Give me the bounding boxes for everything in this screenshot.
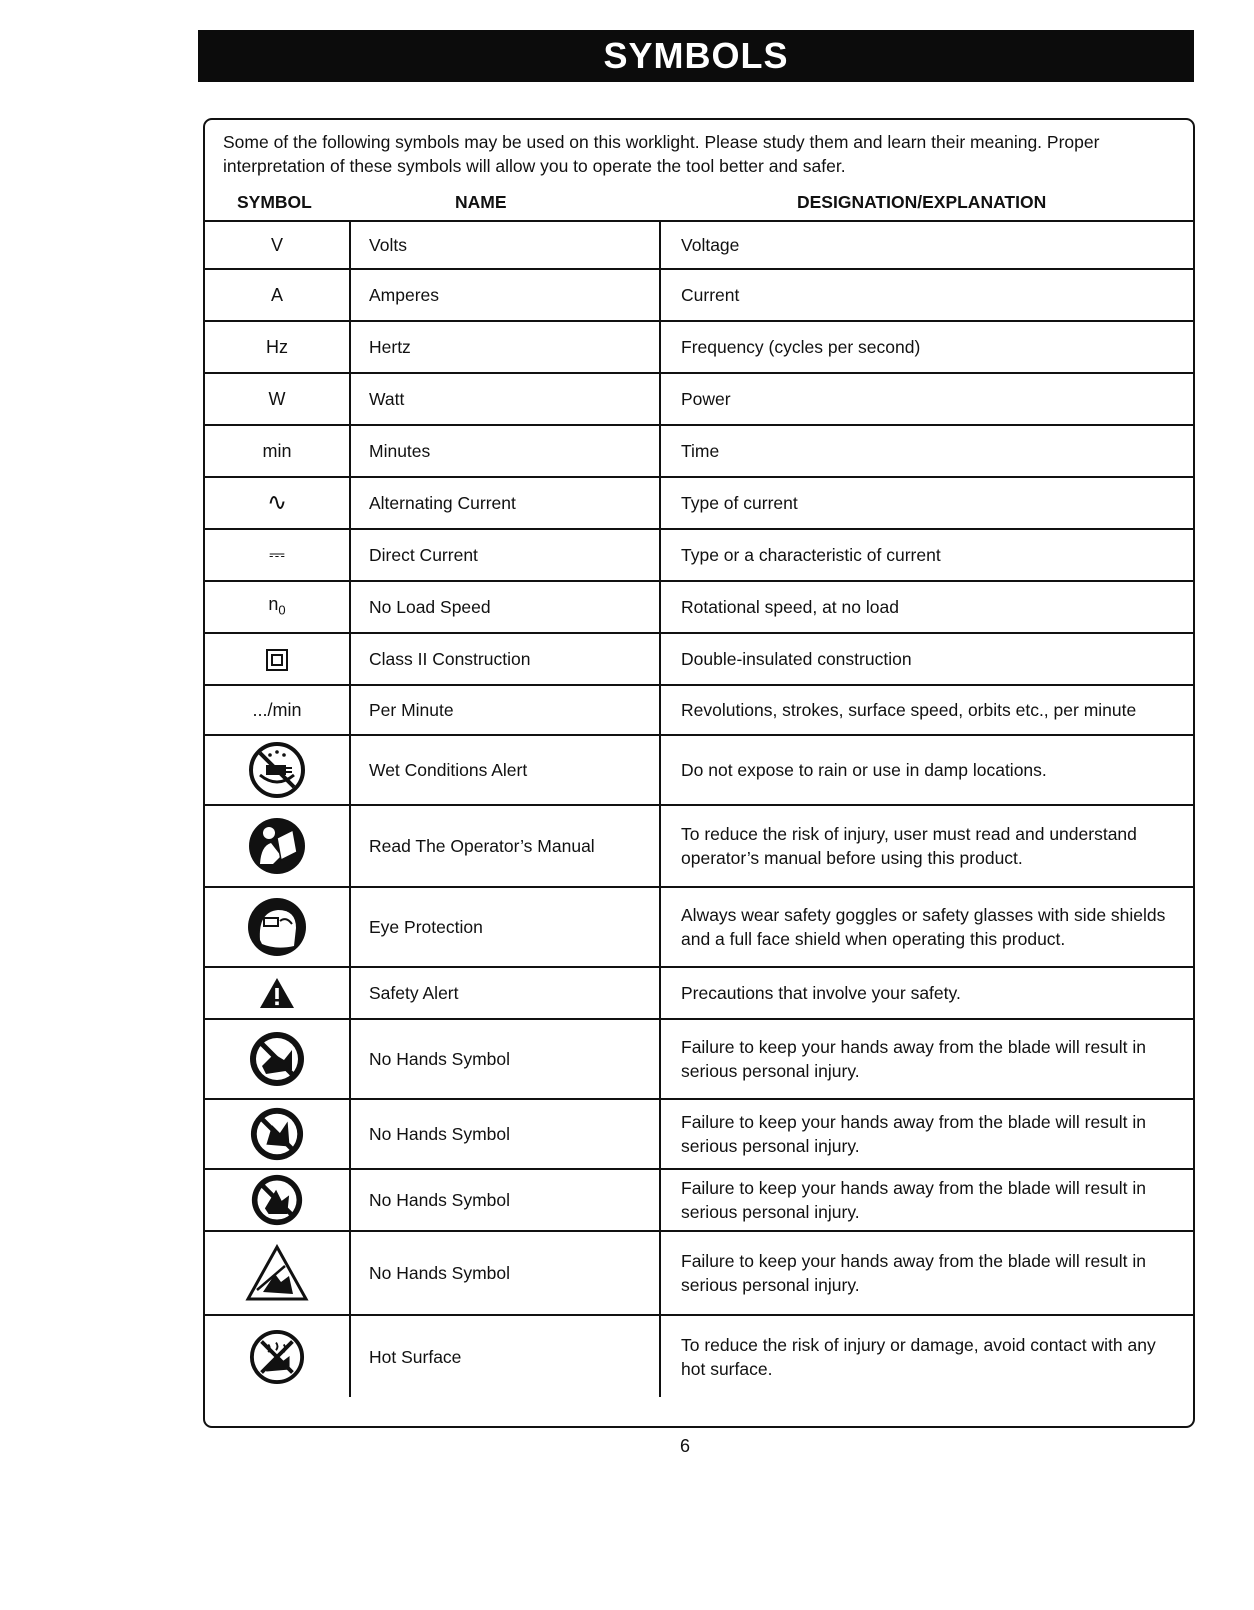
hot-surface-icon xyxy=(249,1329,305,1385)
designation-cell: Rotational speed, at no load xyxy=(660,581,1193,633)
symbols-table xyxy=(205,220,1193,1397)
table-row xyxy=(205,425,1193,477)
designation-cell: To reduce the risk of injury or damage, avoid contact with any hot surface. xyxy=(681,1334,1156,1379)
symbols-box xyxy=(203,118,1195,1428)
symbol-cell: min xyxy=(205,425,350,477)
designation-cell: Failure to keep your hands away from the blade will result in serious personal injury. xyxy=(660,1231,1193,1315)
table-row xyxy=(205,477,1193,529)
name-cell: Wet Conditions Alert xyxy=(350,735,660,805)
symbol-cell: W xyxy=(205,373,350,425)
class-ii-icon xyxy=(265,648,289,672)
name-cell: Class II Construction xyxy=(350,633,660,685)
name-cell: Hot Surface xyxy=(350,1315,660,1397)
symbol-cell xyxy=(205,805,350,887)
table-row xyxy=(205,805,1193,887)
table-row xyxy=(205,685,1193,735)
symbol-cell xyxy=(205,1231,350,1315)
no-load-symbol-cell: $n_0$ xyxy=(205,581,350,633)
symbol-cell xyxy=(205,967,350,1019)
name-cell: Read The Operator’s Manual xyxy=(350,805,660,887)
symbol-cell xyxy=(205,633,350,685)
designation-cell: Double-insulated construction xyxy=(660,633,1193,685)
table-row xyxy=(205,967,1193,1019)
name-cell: Volts xyxy=(350,221,660,269)
symbol-cell xyxy=(205,887,350,967)
table-row xyxy=(205,581,1193,633)
table-row xyxy=(205,1099,1193,1169)
read-manual-icon xyxy=(247,816,307,876)
designation-cell: Frequency (cycles per second) xyxy=(660,321,1193,373)
table-row xyxy=(205,321,1193,373)
table-row xyxy=(205,1315,1193,1397)
symbol-cell: .../min xyxy=(205,685,350,735)
symbol-cell xyxy=(205,1099,350,1169)
name-cell: No Load Speed xyxy=(350,581,660,633)
name-cell: Minutes xyxy=(350,425,660,477)
name-cell: Hertz xyxy=(350,321,660,373)
table-row xyxy=(205,1231,1193,1315)
name-cell: Per Minute xyxy=(350,685,660,735)
dc-symbol-cell: ⎓ xyxy=(205,529,350,581)
table-row xyxy=(205,373,1193,425)
designation-cell: Current xyxy=(660,269,1193,321)
eye-protection-icon xyxy=(246,896,308,958)
symbol-cell xyxy=(205,1315,350,1397)
designation-cell: Always wear safety goggles or safety glasses with side shields and a full face shield when operating this product. xyxy=(660,887,1193,967)
name-cell: Watt xyxy=(350,373,660,425)
name-cell: No Hands Symbol xyxy=(350,1169,660,1231)
designation-cell: Failure to keep your hands away from the blade will result in serious personal injury. xyxy=(660,1019,1193,1099)
symbol-cell: Hz xyxy=(205,321,350,373)
no-hands-icon xyxy=(248,1030,306,1088)
table-row xyxy=(205,269,1193,321)
header-symbol: SYMBOL xyxy=(237,192,312,212)
designation-cell: Failure to keep your hands away from the blade will result in serious personal injury. xyxy=(660,1099,1193,1169)
page-title: SYMBOLS xyxy=(198,30,1194,82)
table-row xyxy=(205,1169,1193,1231)
designation-cell: To reduce the risk of injury, user must read and understand operator’s manual before using this product. xyxy=(660,805,1193,887)
table-row xyxy=(205,1019,1193,1099)
symbol-cell xyxy=(205,1019,350,1099)
designation-cell: Power xyxy=(660,373,1193,425)
column-headers xyxy=(205,182,1193,220)
table-row xyxy=(205,735,1193,805)
designation-cell: Precautions that involve your safety. xyxy=(660,967,1193,1019)
name-cell: Safety Alert xyxy=(350,967,660,1019)
wet-conditions-icon xyxy=(248,741,306,799)
symbol-cell: A xyxy=(205,269,350,321)
symbol-cell xyxy=(205,1169,350,1231)
no-hands-warning-icon xyxy=(245,1244,309,1302)
name-cell: No Hands Symbol xyxy=(350,1019,660,1099)
table-row xyxy=(205,887,1193,967)
name-cell: Alternating Current xyxy=(350,477,660,529)
header-name: NAME xyxy=(455,192,507,212)
designation-cell: Type or a characteristic of current xyxy=(660,529,1193,581)
name-cell: Eye Protection xyxy=(350,887,660,967)
name-cell: No Hands Symbol xyxy=(350,1099,660,1169)
safety-alert-icon xyxy=(259,977,295,1009)
name-cell: No Hands Symbol xyxy=(350,1231,660,1315)
page-number: 6 xyxy=(679,1436,690,1456)
symbol-cell: V xyxy=(205,221,350,269)
header-designation: DESIGNATION/EXPLANATION xyxy=(797,192,1047,212)
designation-cell: Do not expose to rain or use in damp locations. xyxy=(660,735,1193,805)
designation-cell: Type of current xyxy=(660,477,1193,529)
no-hands-icon xyxy=(250,1173,304,1227)
no-hands-icon xyxy=(249,1106,305,1162)
table-row xyxy=(205,221,1193,269)
designation-cell: Revolutions, strokes, surface speed, orbits etc., per minute xyxy=(660,685,1193,735)
name-cell: Amperes xyxy=(350,269,660,321)
table-row xyxy=(205,529,1193,581)
table-row xyxy=(205,633,1193,685)
symbol-cell xyxy=(205,735,350,805)
name-cell: Direct Current xyxy=(350,529,660,581)
designation-cell: Time xyxy=(660,425,1193,477)
ac-symbol-cell: ∿ xyxy=(205,477,350,529)
designation-cell: Voltage xyxy=(660,221,1193,269)
intro-text: Some of the following symbols may be used on this worklight. Please study them and learn their meaning. Proper interpretation of these symbols will allow you to operate the tool better and safer. xyxy=(223,132,1100,176)
designation-cell: Failure to keep your hands away from the blade will result in serious personal injury. xyxy=(660,1169,1193,1231)
